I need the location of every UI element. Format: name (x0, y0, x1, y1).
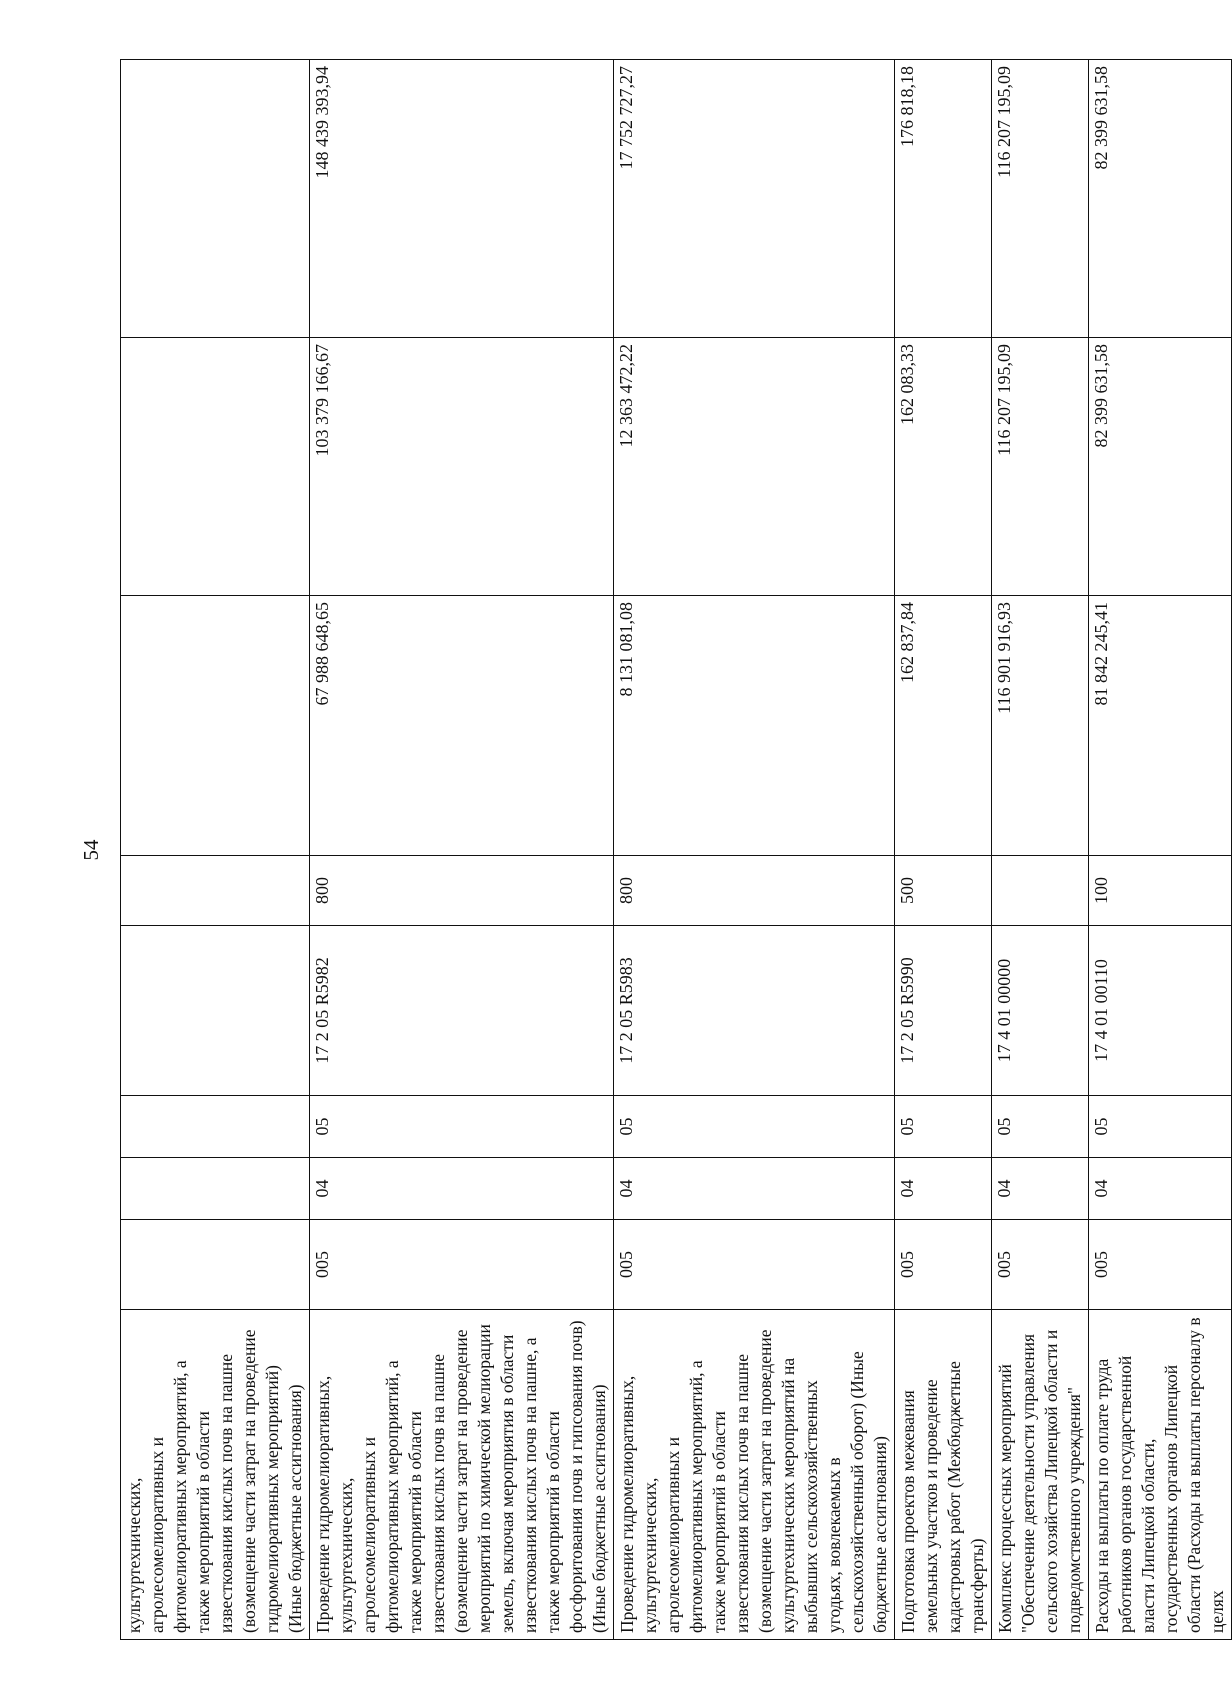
ministry-code: 005 (992, 1220, 1089, 1310)
target-article-code: 17 2 05 R5990 (895, 926, 992, 1096)
subsection-code (121, 1096, 310, 1158)
rotated-page-content (120, 60, 1227, 1640)
ministry-code: 005 (310, 1220, 614, 1310)
amount-year-3 (121, 60, 310, 338)
target-article-code (121, 926, 310, 1096)
subsection-code: 05 (1089, 1096, 1232, 1158)
amount-year-1: 8 131 081,08 (614, 596, 895, 856)
table-row (121, 60, 310, 1640)
budget-table (120, 59, 1232, 1640)
amount-year-2: 116 207 195,09 (992, 338, 1089, 596)
row-description: Комплекс процессных мероприятий "Обеспечение деятельности управления сельского хозяйства Липецкой области и подведомственного учреждения" (992, 1310, 1089, 1640)
expense-type-code (121, 856, 310, 926)
section-code (121, 1158, 310, 1220)
target-article-code: 17 4 01 00000 (992, 926, 1089, 1096)
table-row (992, 60, 1089, 1640)
section-code: 04 (614, 1158, 895, 1220)
expense-type-code: 500 (895, 856, 992, 926)
section-code: 04 (1089, 1158, 1232, 1220)
ministry-code: 005 (1089, 1220, 1232, 1310)
amount-year-1: 162 837,84 (895, 596, 992, 856)
subsection-code: 05 (992, 1096, 1089, 1158)
amount-year-1: 81 842 245,41 (1089, 596, 1232, 856)
row-description: Расходы на выплаты по оплате труда работников органов государственной власти Липецкой области, государственных органов Липецкой области (Расходы на выплаты персоналу в целях (1089, 1310, 1232, 1640)
amount-year-1: 116 901 916,93 (992, 596, 1089, 856)
ministry-code: 005 (614, 1220, 895, 1310)
subsection-code: 05 (614, 1096, 895, 1158)
expense-type-code: 100 (1089, 856, 1232, 926)
target-article-code: 17 4 01 00110 (1089, 926, 1232, 1096)
amount-year-2: 103 379 166,67 (310, 338, 614, 596)
table-row (1089, 60, 1232, 1640)
subsection-code: 05 (895, 1096, 992, 1158)
target-article-code: 17 2 05 R5982 (310, 926, 614, 1096)
row-description: Проведение гидромелиоративных, культуртехнических, агролесомелиоративных и фитомелиоративных мероприятий, а также мероприятий в области известкования кислых почв на пашне (возмещение части затрат на проведение культуртехнических мероприятий на выбывших сельскохозяйственных угодьях, вовлекаемых в сельскохозяйственный оборот) (Иные бюджетные ассигнования) (614, 1310, 895, 1640)
amount-year-1 (121, 596, 310, 856)
amount-year-3: 17 752 727,27 (614, 60, 895, 338)
amount-year-2: 12 363 472,22 (614, 338, 895, 596)
expense-type-code: 800 (614, 856, 895, 926)
expense-type-code (992, 856, 1089, 926)
amount-year-3: 176 818,18 (895, 60, 992, 338)
row-description: Проведение гидромелиоративных, культуртехнических, агролесомелиоративных и фитомелиоративных мероприятий, а также мероприятий в области известкования кислых почв на пашне (возмещение части затрат на проведение мероприятий по химической мелиорации земель, включая мероприятия в области известкования кислых почв на пашне, а также мероприятий в области фосфоритования почв и гипсования почв) (Иные бюджетные ассигнования) (310, 1310, 614, 1640)
table-row (614, 60, 895, 1640)
amount-year-3: 116 207 195,09 (992, 60, 1089, 338)
target-article-code: 17 2 05 R5983 (614, 926, 895, 1096)
expense-type-code: 800 (310, 856, 614, 926)
table-row (895, 60, 992, 1640)
table-row (310, 60, 614, 1640)
amount-year-2 (121, 338, 310, 596)
ministry-code (121, 1220, 310, 1310)
row-description: Подготовка проектов межевания земельных участков и проведение кадастровых работ (Межбюджетные трансферты) (895, 1310, 992, 1640)
amount-year-2: 162 083,33 (895, 338, 992, 596)
row-description: культуртехнических, агролесомелиоративных и фитомелиоративных мероприятий, а также мероприятий в области известкования кислых почв на пашне (возмещение части затрат на проведение гидромелиоративных мероприятий) (Иные бюджетные ассигнования) (121, 1310, 310, 1640)
amount-year-2: 82 399 631,58 (1089, 338, 1232, 596)
amount-year-1: 67 988 648,65 (310, 596, 614, 856)
amount-year-3: 82 399 631,58 (1089, 60, 1232, 338)
section-code: 04 (992, 1158, 1089, 1220)
section-code: 04 (895, 1158, 992, 1220)
amount-year-3: 148 439 393,94 (310, 60, 614, 338)
section-code: 04 (310, 1158, 614, 1220)
page-number: 54 (79, 839, 103, 861)
ministry-code: 005 (895, 1220, 992, 1310)
subsection-code: 05 (310, 1096, 614, 1158)
